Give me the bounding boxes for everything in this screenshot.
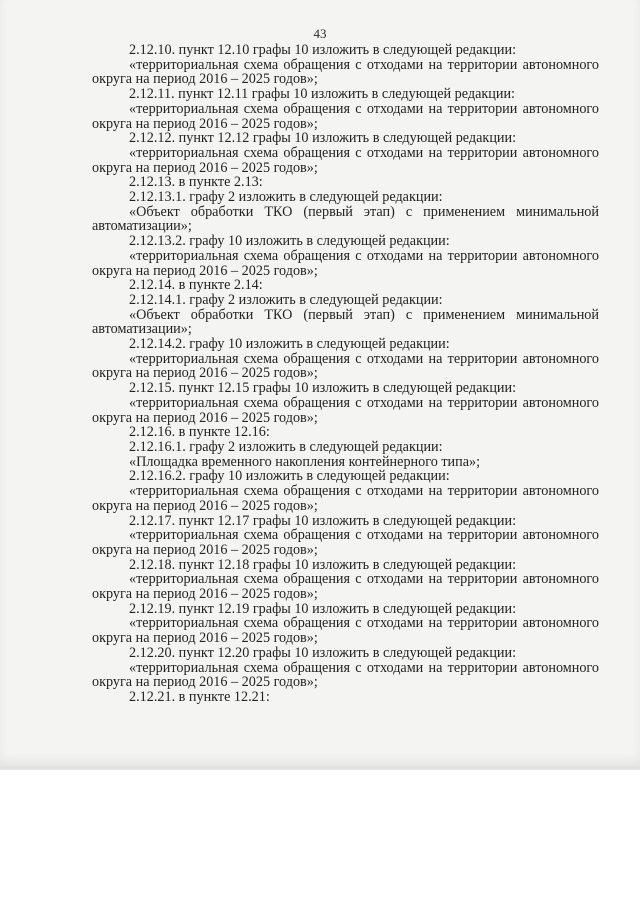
document-paragraph: 2.12.19. пункт 12.19 графы 10 изложить в следующей редакции: xyxy=(129,600,517,617)
document-paragraph: 2.12.18. пункт 12.18 графы 10 изложить в следующей редакции: xyxy=(129,556,517,573)
document-paragraph: 2.12.16.2. графу 10 изложить в следующей редакции: xyxy=(129,468,450,485)
scan-edge xyxy=(0,766,640,770)
document-paragraph: 2.12.14.2. графу 10 изложить в следующей редакции: xyxy=(129,336,450,353)
document-paragraph: 2.12.13. в пункте 2.13: xyxy=(129,174,263,191)
document-paragraph: «территориальная схема обращения с отходами на территории автономного округа на период 2016 – 2025 годов»; xyxy=(92,56,599,88)
document-paragraph: 2.12.17. пункт 12.17 графы 10 изложить в следующей редакции: xyxy=(129,512,517,529)
document-paragraph: «территориальная схема обращения с отходами на территории автономного округа на период 2016 – 2025 годов»; xyxy=(92,615,599,647)
document-paragraph: 2.12.16. в пункте 12.16: xyxy=(129,424,270,441)
document-paragraph: 2.12.14. в пункте 2.14: xyxy=(129,277,263,294)
document-paragraph: 2.12.11. пункт 12.11 графы 10 изложить в следующей редакции: xyxy=(129,86,515,103)
document-paragraph: 2.12.13.1. графу 2 изложить в следующей редакции: xyxy=(129,189,443,206)
document-paragraph: 2.12.10. пункт 12.10 графы 10 изложить в следующей редакции: xyxy=(129,42,517,58)
document-paragraph: «территориальная схема обращения с отходами на территории автономного округа на период 2016 – 2025 годов»; xyxy=(92,394,599,426)
page-number: 43 xyxy=(313,26,327,41)
document-paragraph: «территориальная схема обращения с отходами на территории автономного округа на период 2016 – 2025 годов»; xyxy=(92,527,599,558)
document-paragraph: «Объект обработки ТКО (первый этап) с применением минимальной автоматизации»; xyxy=(92,203,599,235)
document-paragraph: 2.12.20. пункт 12.20 графы 10 изложить в следующей редакции: xyxy=(129,644,517,661)
document-paragraph: «территориальная схема обращения с отходами на территории автономного округа на период 2016 – 2025 годов»; xyxy=(92,144,599,176)
document-paragraph: «территориальная схема обращения с отходами на территории автономного округа на период 2016 – 2025 годов»; xyxy=(92,571,599,603)
document-paragraph: 2.12.14.1. графу 2 изложить в следующей редакции: xyxy=(129,291,443,308)
document-paragraph: «территориальная схема обращения с отходами на территории автономного округа на период 2016 – 2025 годов»; xyxy=(92,483,599,514)
document-paragraph: «территориальная схема обращения с отходами на территории автономного округа на период 2016 – 2025 годов»; xyxy=(92,100,599,132)
document-paragraph: «Объект обработки ТКО (первый этап) с применением минимальной автоматизации»; xyxy=(92,306,599,338)
document-paragraph: 2.12.12. пункт 12.12 графы 10 изложить в следующей редакции: xyxy=(129,130,517,147)
document-paragraph: «Площадка временного накопления контейнерного типа»; xyxy=(129,453,481,470)
document-paragraph: «территориальная схема обращения с отходами на территории автономного округа на период 2016 – 2025 годов»; xyxy=(92,350,599,382)
document-paragraph: 2.12.13.2. графу 10 изложить в следующей редакции: xyxy=(129,233,450,250)
document-body xyxy=(92,43,599,705)
document-paragraph: 2.12.16.1. графу 2 изложить в следующей редакции: xyxy=(129,438,443,455)
document-paragraph: «территориальная схема обращения с отходами на территории автономного округа на период 2016 – 2025 годов»; xyxy=(92,659,599,691)
document-paragraph: 2.12.21. в пункте 12.21: xyxy=(129,688,270,705)
document-paragraph: «территориальная схема обращения с отходами на территории автономного округа на период 2016 – 2025 годов»; xyxy=(92,247,599,279)
document-paragraph: 2.12.15. пункт 12.15 графы 10 изложить в следующей редакции: xyxy=(129,380,517,397)
